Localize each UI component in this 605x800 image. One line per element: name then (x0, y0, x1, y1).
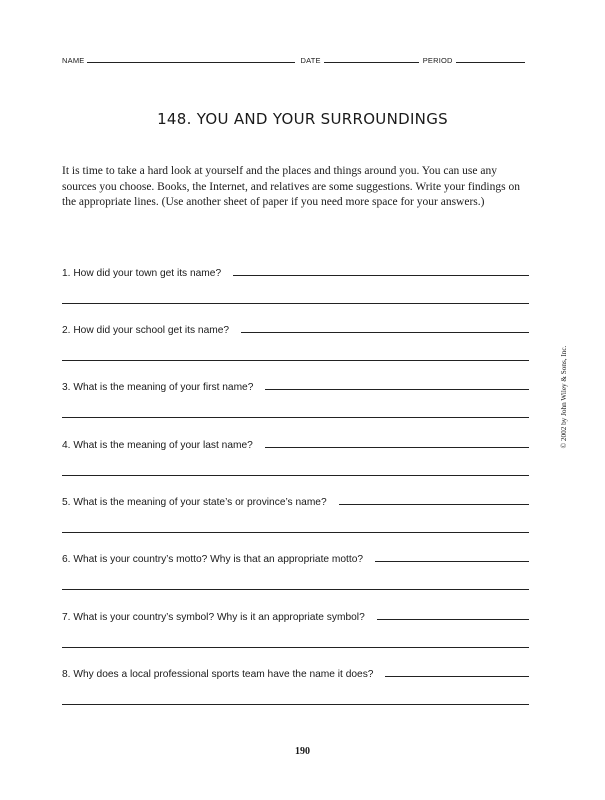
question-text: 1. How did your town get its name? (62, 268, 222, 279)
question-6 (62, 552, 529, 590)
answer-line[interactable] (62, 646, 529, 648)
copyright-notice: © 2002 by John Wiley & Sons, Inc. (560, 345, 568, 449)
question-8 (62, 667, 529, 705)
question-text: 8. Why does a local professional sports team have the name it does? (62, 669, 374, 680)
answer-line[interactable] (375, 552, 529, 562)
question-text: 5. What is the meaning of your state’s or province’s name? (62, 497, 327, 508)
question-text: 3. What is the meaning of your first name? (62, 382, 254, 393)
answer-line[interactable] (62, 474, 529, 476)
answer-line[interactable] (265, 438, 529, 448)
answer-line[interactable] (62, 416, 529, 418)
name-label: NAME (62, 56, 85, 65)
answer-line[interactable] (385, 667, 529, 677)
question-2 (62, 323, 529, 361)
question-7 (62, 610, 529, 648)
answer-line[interactable] (377, 610, 529, 620)
question-text: 7. What is your country’s symbol? Why is it an appropriate symbol? (62, 612, 365, 623)
question-text: 6. What is your country’s motto? Why is that an appropriate motto? (62, 554, 364, 565)
answer-line[interactable] (265, 380, 529, 390)
answer-line[interactable] (62, 588, 529, 590)
answer-line[interactable] (339, 495, 529, 505)
question-text: 4. What is the meaning of your last name? (62, 440, 253, 451)
question-4 (62, 438, 529, 476)
answer-line[interactable] (62, 703, 529, 705)
student-info-header (62, 54, 528, 65)
question-text: 2. How did your school get its name? (62, 325, 230, 336)
answer-line[interactable] (233, 266, 529, 276)
question-5 (62, 495, 529, 533)
question-3 (62, 380, 529, 418)
period-label: PERIOD (422, 56, 453, 65)
worksheet-title: 148. YOU AND YOUR SURROUNDINGS (157, 110, 448, 128)
instructions-paragraph: It is time to take a hard look at yourself and the places and things around you. You can use any sources you choose. Books, the Internet, and relatives are some suggestions. Write your findings on the appropriate lines. (Use another sheet of paper if you need more space for your answers.) (62, 165, 520, 208)
answer-line[interactable] (62, 359, 529, 361)
name-field[interactable] (87, 54, 295, 63)
question-1 (62, 266, 529, 304)
answer-line[interactable] (241, 323, 529, 333)
page-number: 190 (295, 746, 310, 757)
answer-line[interactable] (62, 531, 529, 533)
date-label: DATE (300, 56, 321, 65)
period-field[interactable] (456, 54, 525, 63)
answer-line[interactable] (62, 302, 529, 304)
date-field[interactable] (324, 54, 419, 63)
